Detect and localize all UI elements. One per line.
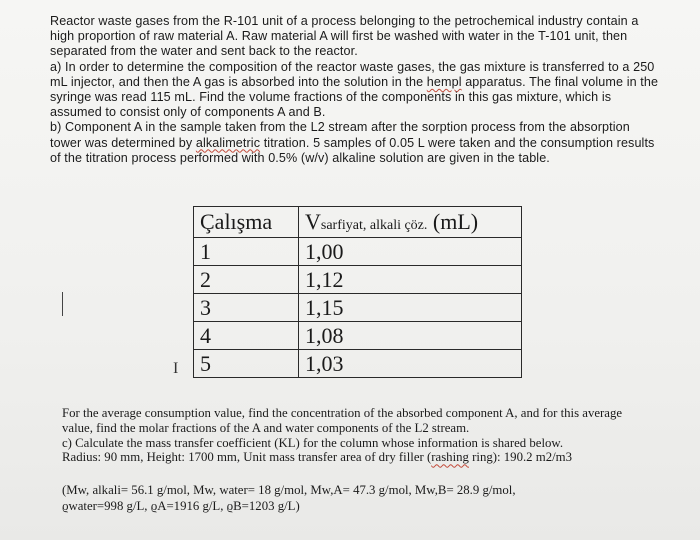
run-cell: 5 — [194, 350, 299, 378]
value-cell: 1,12 — [299, 266, 522, 294]
table-row — [194, 266, 522, 294]
table-row — [194, 322, 522, 350]
problem-intro — [50, 14, 660, 166]
header-consumption — [299, 207, 522, 238]
text-cursor-icon: I — [173, 360, 179, 377]
value-cell: 1,08 — [299, 322, 522, 350]
run-cell: 3 — [194, 294, 299, 322]
part-a-text-1: a) In order to determine the composition of the reactor waste gases, the gas mixture is transferred to a 250 mL injector, and then the A gas is absorbed into the solution in the — [50, 59, 655, 89]
part-b-text-2: titration. 5 samples of 0.05 L were taken and the consumption results of the titration process performed with 0.5% (w/v) alkaline solution are given in the table. — [50, 135, 655, 165]
part-a-text-2: apparatus. The final volume in the syringe was read 115 mL. Find the volume fractions of the components in this gas mixture, which is assumed to consist only of components A and B. — [50, 74, 659, 120]
column-info — [62, 450, 642, 465]
value-cell: 1,15 — [299, 294, 522, 322]
run-cell: 4 — [194, 322, 299, 350]
intro-paragraph — [50, 14, 660, 60]
header-run: Çalışma — [194, 207, 299, 238]
part-b-paragraph — [50, 120, 660, 166]
part-b-text-1: b) Component A in the sample taken from the L2 stream after the sorption process from the absorption tower was determined by — [50, 120, 630, 150]
vertical-mark — [62, 292, 63, 316]
run-cell: 2 — [194, 266, 299, 294]
part-c-question: c) Calculate the mass transfer coefficient (KL) for the column whose information is shared below. — [62, 435, 564, 450]
intro-text: Reactor waste gases from the R-101 unit of a process belonging to the petrochemical industry contain a high proportion of raw material A. Raw material A will first be washed with water in the T-101 unit, then separated from the water and sent back to the reactor. — [50, 14, 639, 59]
constants-line-2: ϱwater=998 g/L, ϱA=1916 g/L, ϱB=1203 g/L) — [62, 498, 300, 513]
column-info-text-2: ring): 190.2 m2/m3 — [468, 450, 573, 465]
table-row — [194, 294, 522, 322]
part-b-question: For the average consumption value, find the concentration of the absorbed component A, and for this average value, find the molar fractions of the A and water components of the L2 stream. — [62, 406, 623, 435]
part-a-paragraph — [50, 60, 660, 121]
header-subscript: sarfiyat, alkali çöz. — [320, 218, 428, 233]
spellcheck-word-rashing: rashing — [431, 450, 469, 465]
value-cell: 1,00 — [299, 238, 522, 266]
constants-line-1: (Mw, alkali= 56.1 g/mol, Mw, water= 18 g/mol, Mw,A= 47.3 g/mol, Mw,B= 28.9 g/mol, — [62, 483, 516, 497]
header-unit: (mL) — [432, 209, 479, 234]
run-cell: 1 — [194, 238, 299, 266]
column-info-text-1: Radius: 90 mm, Height: 1700 mm, Unit mass transfer area of dry filler ( — [62, 450, 432, 465]
spellcheck-word-alkalimetric: alkalimetric — [195, 135, 261, 150]
spellcheck-word-hempl: hempl — [426, 74, 462, 89]
titration-table — [193, 206, 522, 378]
value-cell: 1,03 — [299, 350, 522, 378]
constants-block — [62, 483, 662, 514]
table-row — [194, 350, 522, 378]
header-v: V — [305, 209, 321, 234]
problem-continuation — [62, 406, 642, 465]
table-header-row — [194, 207, 522, 238]
table-row — [194, 238, 522, 266]
